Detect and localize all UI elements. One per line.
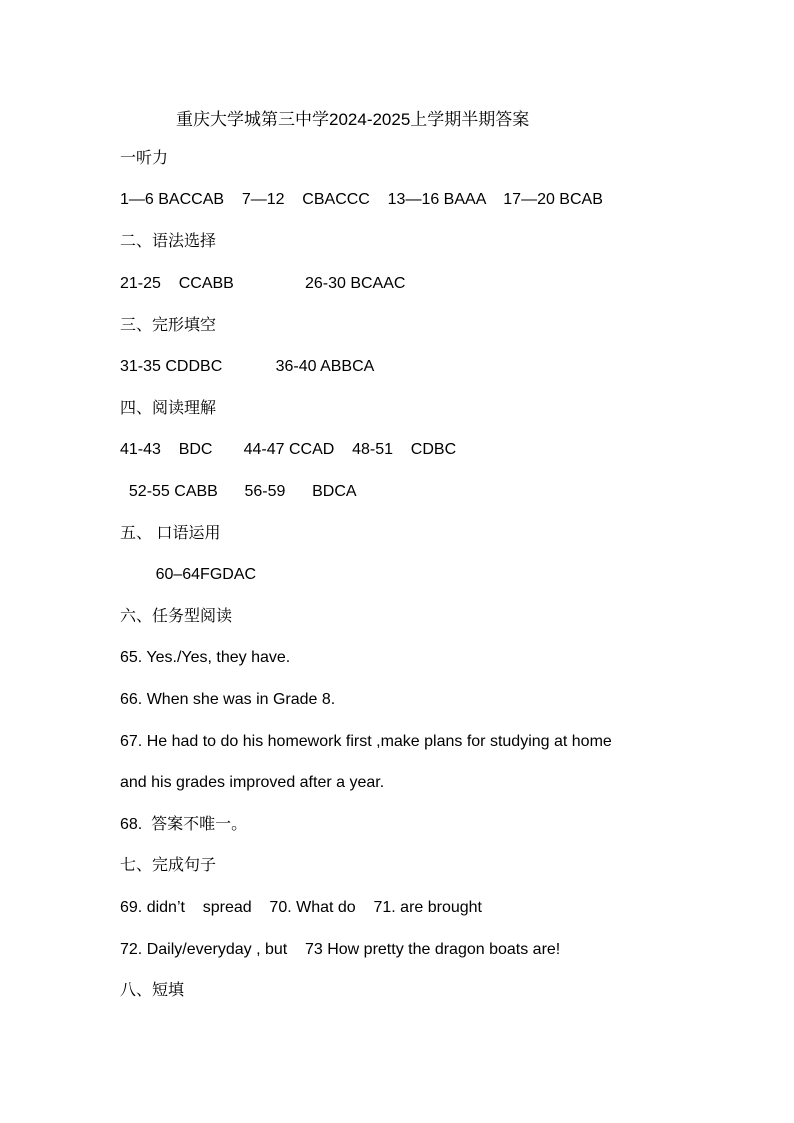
section-cloze-heading: 三、完形填空: [120, 317, 217, 334]
answers-72-73: 72. Daily/everyday , but 73 How pretty the dragon boats are!: [120, 941, 561, 958]
answers-cloze: 31-35 CDDBC 36-40 ABBCA: [120, 358, 375, 375]
section-grammar-heading: 二、语法选择: [120, 233, 217, 250]
answer-66: 66. When she was in Grade 8.: [120, 691, 336, 708]
answers-grammar: 21-25 CCABB 26-30 BCAAC: [120, 275, 406, 292]
document-title: 重庆大学城第三中学2024-2025上学期半期答案: [176, 110, 530, 129]
section-short-fill-heading: 八、短填: [120, 982, 185, 999]
answer-65: 65. Yes./Yes, they have.: [120, 649, 291, 666]
section-task-reading-heading: 六、任务型阅读: [120, 608, 233, 625]
answer-67-line-2: and his grades improved after a year.: [120, 774, 385, 791]
section-reading-heading: 四、阅读理解: [120, 400, 217, 417]
answer-67-line-1: 67. He had to do his homework first ,make plans for studying at home: [120, 733, 612, 750]
answers-reading-2: 52-55 CABB 56-59 BDCA: [120, 483, 357, 500]
answers-oral: 60–64FGDAC: [120, 566, 257, 583]
answer-68: 68. 答案不唯一。: [120, 816, 248, 833]
section-oral-heading: 五、 口语运用: [120, 525, 221, 542]
section-sentences-heading: 七、完成句子: [120, 857, 217, 874]
answers-69-71: 69. didn’t spread 70. What do 71. are brought: [120, 899, 482, 916]
answers-listening: 1—6 BACCAB 7—12 CBACCC 13—16 BAAA 17—20 BCAB: [120, 191, 603, 208]
answers-reading-1: 41-43 BDC 44-47 CCAD 48-51 CDBC: [120, 441, 457, 458]
section-listening-heading: 一听力: [120, 150, 169, 167]
